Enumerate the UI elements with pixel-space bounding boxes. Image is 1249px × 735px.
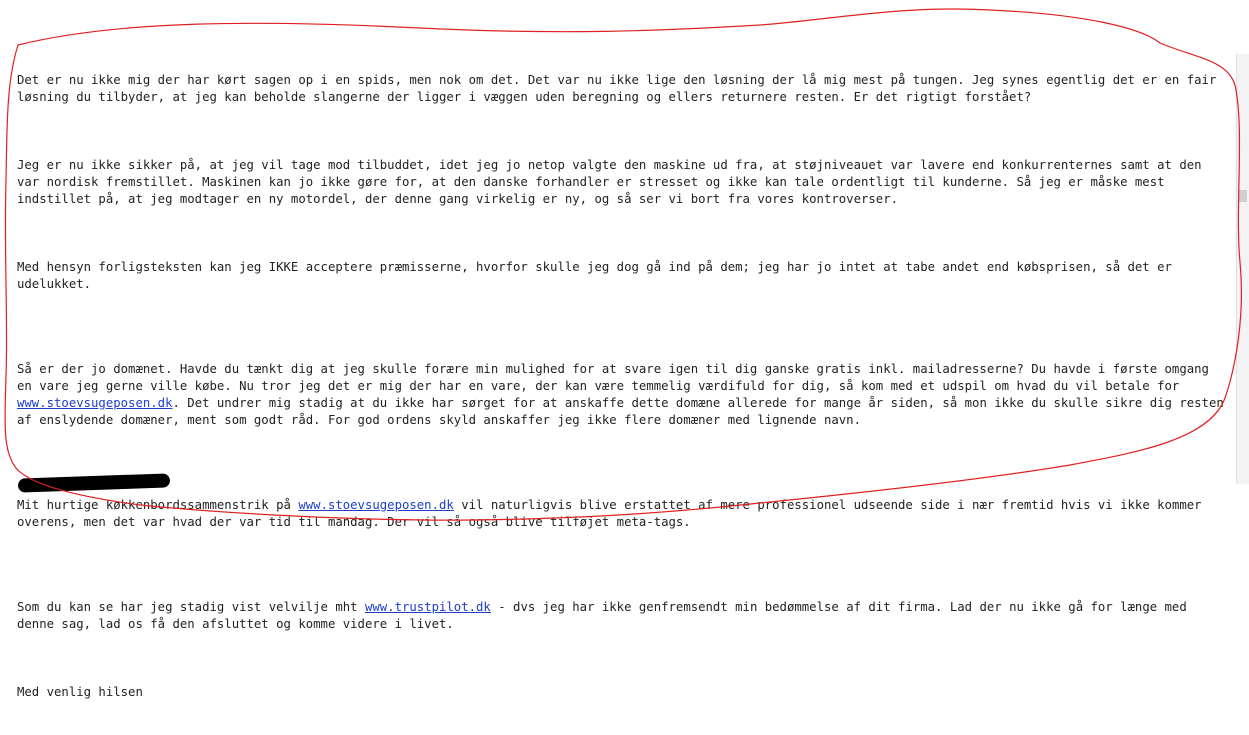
email-paragraph bbox=[17, 344, 1227, 429]
vertical-scrollbar[interactable] bbox=[1236, 54, 1249, 484]
email-paragraph: Med hensyn forligsteksten kan jeg IKKE acceptere præmisserne, hvorfor skulle jeg dog gå ind på dem; jeg har jo intet at tabe andet end købsprisen, så det er udelukket. bbox=[17, 260, 1172, 291]
scrollbar-grip[interactable] bbox=[1239, 190, 1247, 202]
email-paragraph: Det er nu ikke mig der har kørt sagen op i en spids, men nok om det. Det var nu ikke lige den løsning der lå mig mest på tungen. Jeg synes egentlig det er en fair løsning du tilbyder, at jeg kan beholde slangerne der ligger i væggen uden beregning og ellers returnere resten. Er det rigtigt forstået? bbox=[17, 73, 1217, 104]
paragraph-text: Som du kan se har jeg stadig vist velvilje mht bbox=[17, 600, 365, 614]
email-frame bbox=[0, 12, 1249, 699]
email-paragraph bbox=[17, 582, 1227, 633]
email-paragraph: Jeg er nu ikke sikker på, at jeg vil tage mod tilbuddet, idet jeg jo netop valgte den maskine ud fra, at støjniveauet var lavere end konkurrenternes samt at den var nordisk fremstillet. Maskinen kan jo ikke gøre for, at den danske forhandler er stresset og ikke kan tale ordentligt til kunderne. Så jeg er måske mest indstillet på, at jeg modtager en ny motordel, der denne gang virkelig er ny, og så ser vi bort fra vores kontroverser. bbox=[17, 158, 1202, 206]
email-paragraph bbox=[17, 480, 1227, 531]
trustpilot-link[interactable]: www.trustpilot.dk bbox=[364, 600, 491, 614]
website-link[interactable]: www.stoevsugeposen.dk bbox=[17, 396, 173, 410]
paragraph-text: Mit hurtige køkkenbordssammenstrik på bbox=[17, 498, 299, 512]
email-message-body bbox=[17, 55, 1227, 735]
paragraph-text: vil naturligvis blive erstattet af mere professionel udseende side i nær fremtid hvis vi ikke kommer overens, men det var hvad der var tid til mandag. Der vil så også blive tilføjet meta-tags. bbox=[17, 498, 1202, 529]
top-strip bbox=[0, 0, 1249, 12]
website-link[interactable]: www.stoevsugeposen.dk bbox=[298, 498, 454, 512]
paragraph-text: . Det undrer mig stadig at du ikke har sørget for at anskaffe dette domæne allerede for mange år siden, så mon ikke du skulle sikre dig resten af enslydende domæner, ment som godt råd. For god ordens skyld anskaffer jeg ikke flere domæner med lignende navn. bbox=[17, 396, 1224, 427]
closing-line: Med venlig hilsen bbox=[17, 685, 143, 699]
paragraph-text: - dvs jeg har ikke genfremsendt min bedømmelse af dit firma. Lad der nu ikke gå for længe med denne sag, lad os få den afsluttet og komme videre i livet. bbox=[17, 600, 1187, 631]
paragraph-text: Så er der jo domænet. Havde du tænkt dig at jeg skulle forære min mulighed for at svare igen til dig ganske gratis inkl. mailadresserne? Du havde i første omgang en vare jeg gerne ville købe. Nu tror jeg det er mig der har en vare, der kan være temmelig værdifuld for dig, så kom med et udspil om hvad du vil betale for bbox=[17, 362, 1209, 393]
